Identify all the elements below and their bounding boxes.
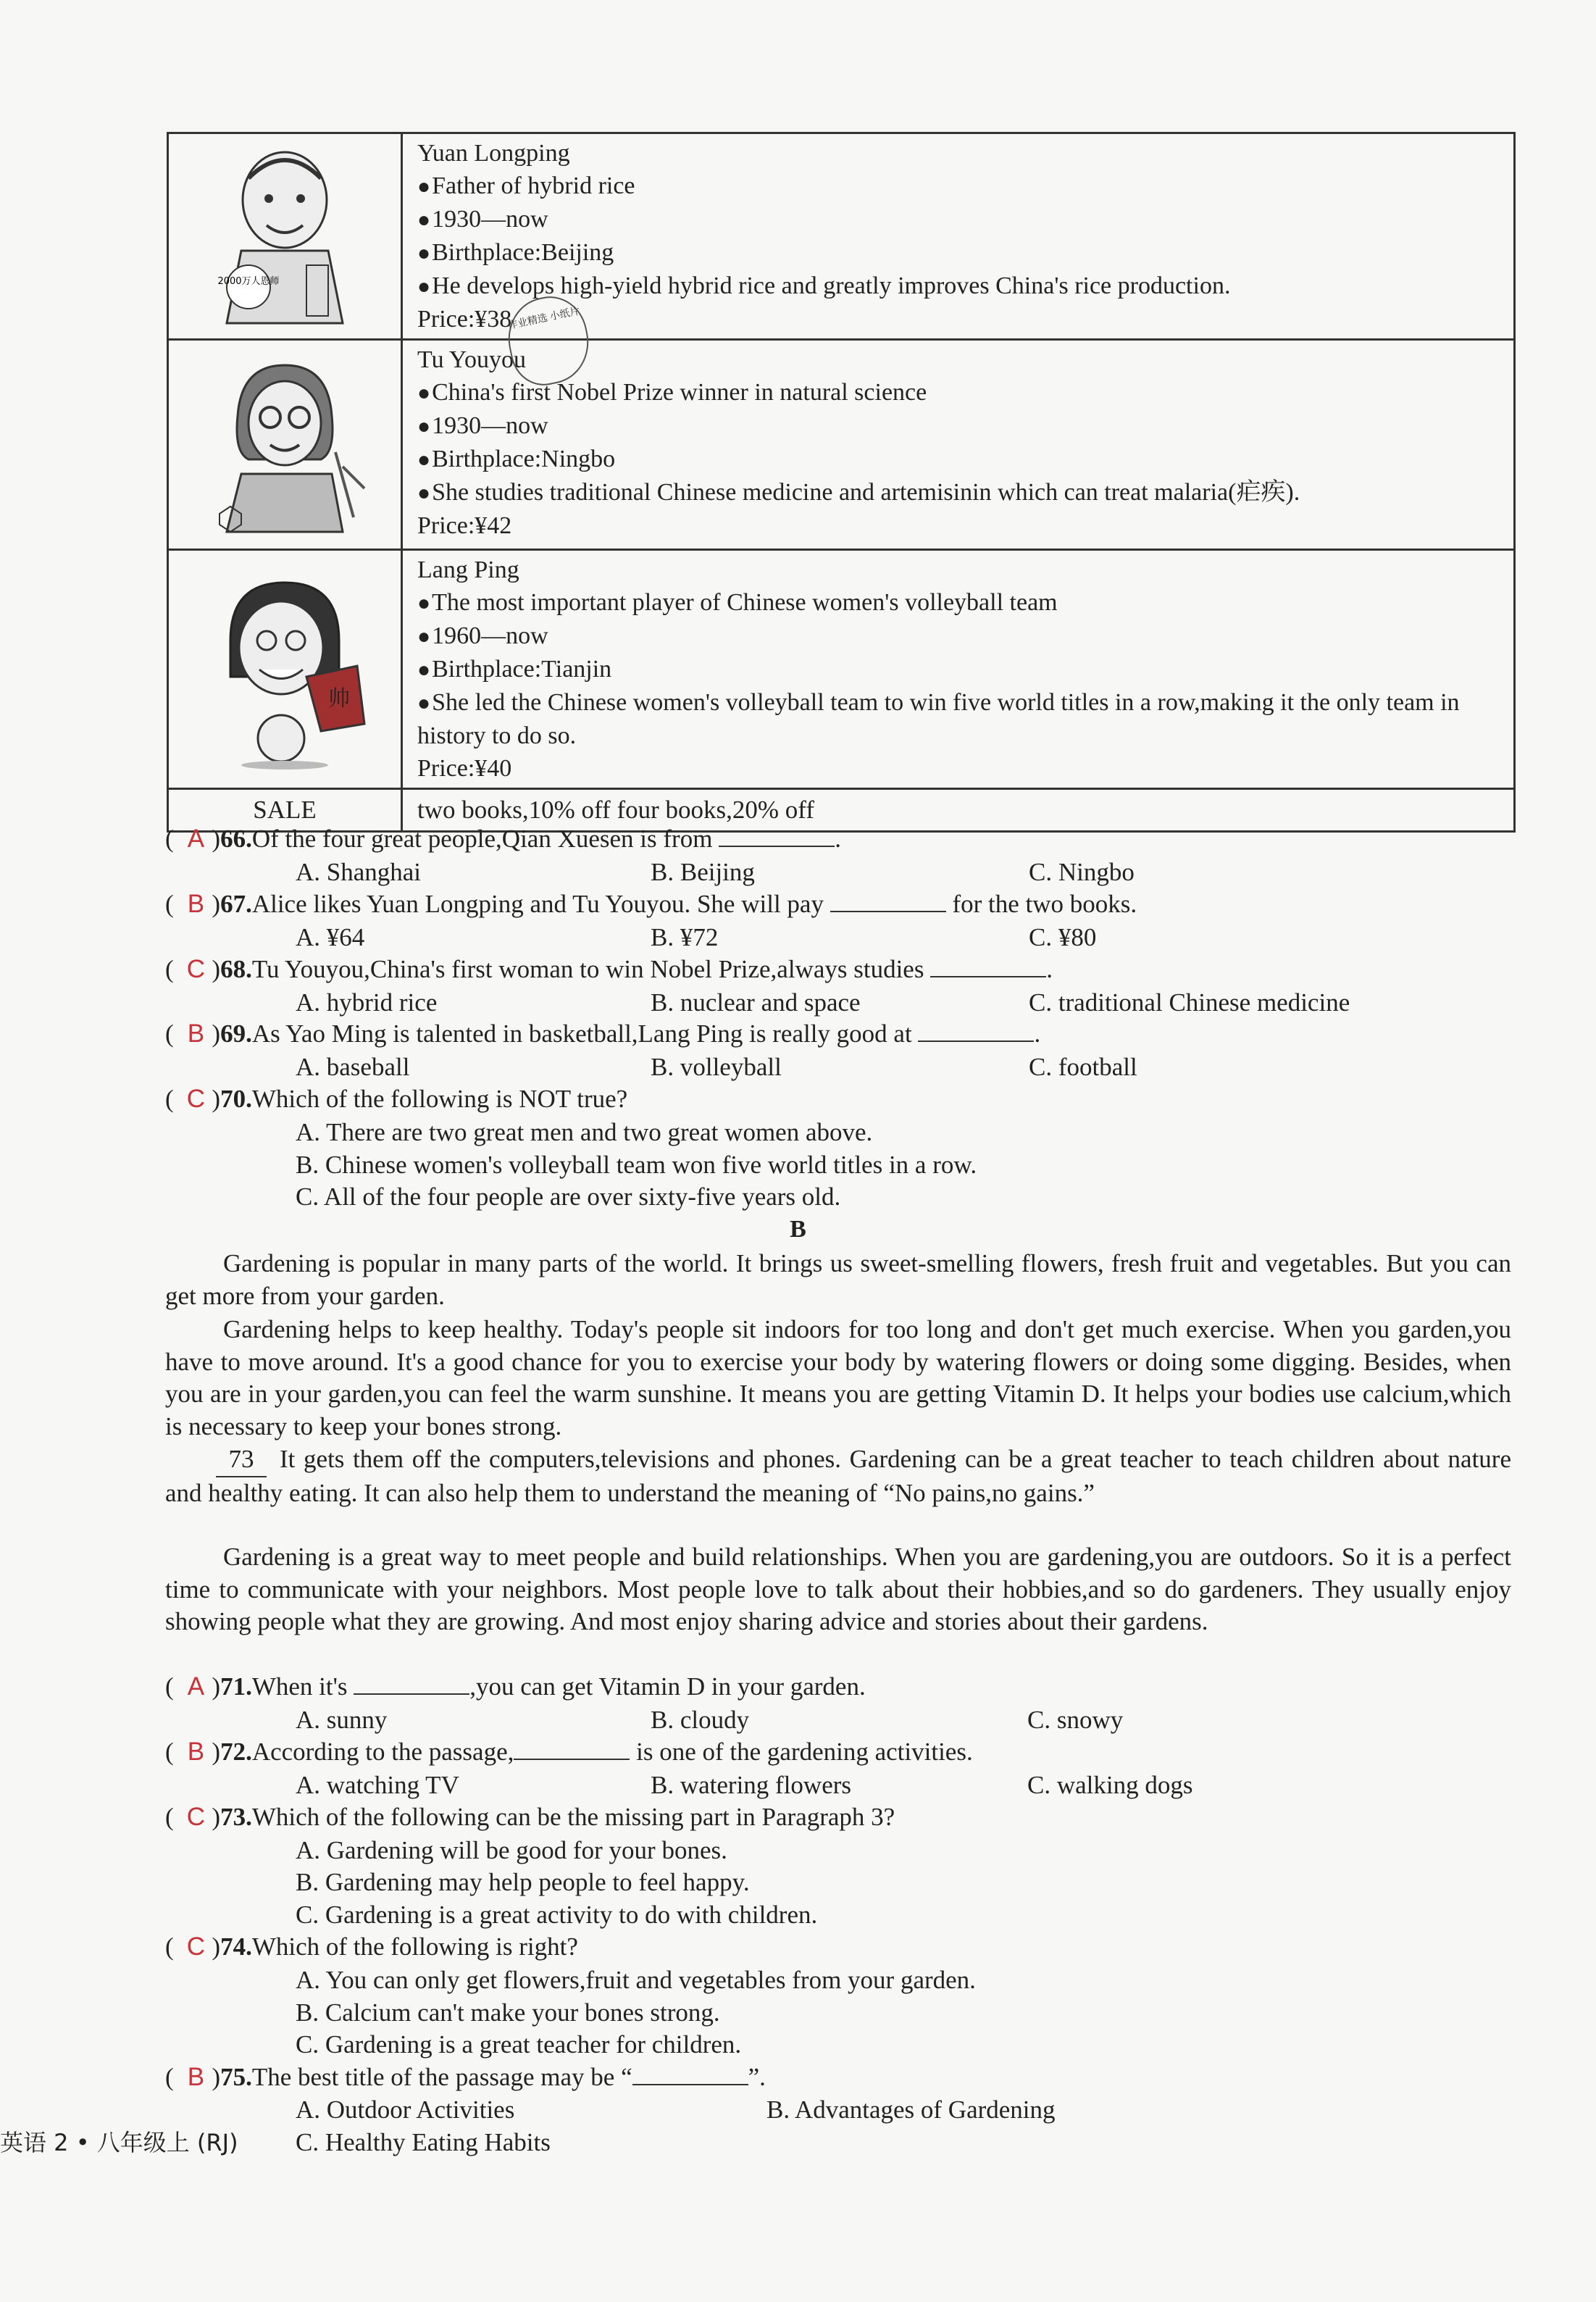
option: C. walking dogs	[1027, 1771, 1193, 1799]
passage-paragraph: Gardening is a great way to meet people and build relationships. When you are gardening,you are outdoors. So it is a perfect time to communicate with your neighbors. Most people love to talk about their hobbies,and so do gardeners. They usually enjoy showing people what they are growing. And most enjoy sharing advice and stories about their gardens.	[165, 1543, 1511, 1635]
answer-mark: B	[187, 1738, 205, 1766]
question-70: ( C )70.Which of the following is NOT true?	[165, 1083, 627, 1115]
pic-caption: 帅	[328, 685, 350, 712]
price: Price:¥42	[417, 512, 512, 539]
sale-text: two books,10% off four books,20% off	[402, 789, 1515, 832]
option: C. Gardening is a great teacher for children.	[296, 2030, 742, 2059]
answer-mark: B	[187, 890, 205, 918]
question-74: ( C )74.Which of the following is right?	[165, 1931, 578, 1963]
answer-mark: C	[186, 955, 206, 983]
option: A. watching TV	[296, 1771, 459, 1799]
option: C. ¥80	[1029, 923, 1097, 951]
person-name: Lang Ping	[417, 556, 519, 583]
stamp: 作业精选 小纸片	[501, 290, 597, 391]
portrait-caricature-icon	[198, 142, 372, 330]
question-73: ( C )73.Which of the following can be the missing part in Paragraph 3?	[165, 1801, 895, 1833]
page-footer: 英语 2 • 八年级上 (RJ)	[0, 2129, 238, 2156]
fact-line: ● 1930—now	[417, 409, 1503, 443]
option: A. ¥64	[296, 923, 365, 951]
question-69: ( B )69.As Yao Ming is talented in basketball,Lang Ping is really good at .	[165, 1018, 1040, 1050]
fact-line: ● She led the Chinese women's volleyball team to win five world titles in a row,making it the only team in history to do so.	[417, 686, 1503, 752]
blank-73: 73	[216, 1443, 267, 1477]
fact-line: ● The most important player of Chinese women's volleyball team	[417, 586, 1503, 620]
table-row	[168, 133, 1515, 340]
option: C. snowy	[1027, 1706, 1124, 1734]
answer-blank	[632, 2062, 748, 2085]
portrait-lang-ping	[168, 550, 402, 789]
answer-mark: A	[187, 825, 205, 853]
option: B. Calcium can't make your bones strong.	[296, 1998, 720, 2027]
option: B. watering flowers	[651, 1771, 852, 1799]
option: B. cloudy	[651, 1706, 750, 1734]
option: A. Outdoor Activities	[296, 2095, 515, 2124]
fact-line: ● Birthplace:Ningbo	[417, 443, 1503, 476]
fact-line: ● She studies traditional Chinese medicine and artemisinin which can treat malaria(疟疾).	[417, 476, 1503, 509]
option: C. Gardening is a great activity to do with children.	[296, 1901, 818, 1929]
option: A. You can only get flowers,fruit and vegetables from your garden.	[296, 1966, 976, 1994]
option: A. hybrid rice	[296, 988, 438, 1017]
option: A. Shanghai	[296, 858, 422, 886]
question-75: ( B )75.The best title of the passage may be “ ”.	[165, 2061, 766, 2093]
option: A. There are two great men and two great women above.	[296, 1118, 873, 1146]
option: B. Beijing	[651, 858, 755, 886]
fact-line: ● China's first Nobel Prize winner in natural science	[417, 376, 1503, 409]
table-row	[168, 340, 1515, 550]
question-72: ( B )72.According to the passage, is one of the gardening activities.	[165, 1736, 973, 1768]
option: B. Advantages of Gardening	[766, 2095, 1056, 2124]
price: Price:¥38	[417, 306, 512, 333]
book-sale-table	[167, 132, 1516, 833]
option: A. baseball	[296, 1053, 410, 1081]
question-68: ( C )68.Tu Youyou,China's first woman to win Nobel Prize,always studies .	[165, 954, 1053, 985]
option: A. sunny	[296, 1706, 388, 1734]
option: C. football	[1029, 1053, 1137, 1081]
option: C. traditional Chinese medicine	[1029, 988, 1350, 1017]
portrait-tu-youyou	[168, 340, 402, 550]
question-66: ( A )66.Of the four great people,Qian Xuesen is from .	[165, 823, 841, 855]
fact-line: ● He develops high-yield hybrid rice and greatly improves China's rice production.	[417, 270, 1503, 303]
fact-line: ● Birthplace:Beijing	[417, 236, 1503, 270]
sale-label: SALE	[168, 789, 402, 832]
option: B. Chinese women's volleyball team won five world titles in a row.	[296, 1151, 977, 1179]
fact-line: ● 1960—now	[417, 620, 1503, 653]
person-name: Tu Youyou	[417, 346, 526, 373]
passage-paragraph: Gardening is popular in many parts of the world. It brings us sweet-smelling flowers, fresh fruit and vegetables. But you can get more from your garden.	[165, 1249, 1511, 1310]
passage-paragraph: Gardening helps to keep healthy. Today's people sit indoors for too long and don't get much exercise. When you garden,you have to move around. It's a good chance for you to exercise your body by watering flowers or doing some digging. Besides, when you are in your garden,you can feel the warm sunshine. It means you are getting Vitamin D. It helps your bodies use calcium,which is necessary to keep your bones strong.	[165, 1315, 1511, 1440]
answer-mark: C	[186, 1085, 206, 1113]
answer-mark: C	[186, 1932, 206, 1961]
portrait-caricature-icon	[198, 351, 372, 539]
answer-blank	[514, 1737, 630, 1760]
option: B. ¥72	[651, 923, 719, 951]
person-name: Yuan Longping	[417, 140, 570, 167]
question-67: ( B )67.Alice likes Yuan Longping and Tu Youyou. She will pay for the two books.	[165, 888, 1137, 920]
option: B. nuclear and space	[651, 988, 861, 1017]
portrait-yuan-longping	[168, 133, 402, 340]
answer-mark: C	[186, 1803, 206, 1831]
question-71: ( A )71.When it's ,you can get Vitamin D in your garden.	[165, 1671, 866, 1703]
fact-line: ● Father of hybrid rice	[417, 170, 1503, 203]
answer-blank	[930, 954, 1046, 977]
section-title: B	[790, 1216, 806, 1243]
answer-blank	[918, 1019, 1034, 1042]
answer-blank	[354, 1672, 469, 1695]
info-lang-ping	[402, 550, 1515, 789]
table-row	[168, 550, 1515, 789]
pic-caption: 2000万人恩师	[217, 276, 280, 287]
fact-line: ● 1930—now	[417, 203, 1503, 236]
option: B. Gardening may help people to feel happy.	[296, 1868, 750, 1896]
answer-blank	[719, 824, 835, 847]
option: C. Healthy Eating Habits	[296, 2128, 551, 2156]
fact-line: ● Birthplace:Tianjin	[417, 653, 1503, 686]
option: C. All of the four people are over sixty-five years old.	[296, 1183, 841, 1211]
price: Price:¥40	[417, 755, 512, 782]
answer-blank	[830, 889, 946, 912]
option: A. Gardening will be good for your bones.	[296, 1836, 727, 1864]
portrait-caricature-icon	[198, 568, 372, 771]
answer-mark: B	[187, 2063, 205, 2091]
answer-mark: B	[187, 1019, 205, 1048]
option: C. Ningbo	[1029, 858, 1135, 886]
answer-mark: A	[187, 1672, 205, 1701]
passage-paragraph: 73 It gets them off the computers,televisions and phones. Gardening can be a great teacher to teach children about nature and healthy eating. It can also help them to understand the meaning of “No pains,no gains.”	[165, 1445, 1511, 1507]
option: B. volleyball	[651, 1053, 782, 1081]
